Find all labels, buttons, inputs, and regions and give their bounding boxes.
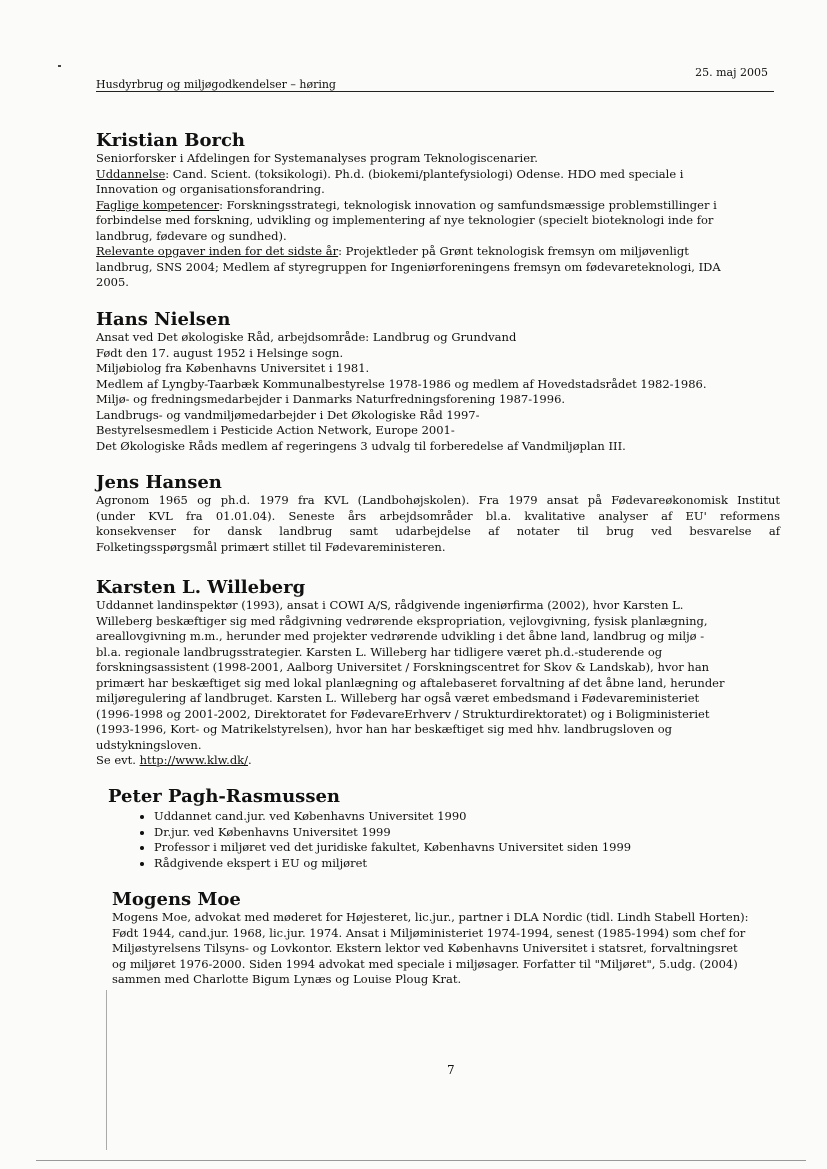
field-label: Relevante opgaver inden for det sidste år [96, 244, 339, 258]
person-name: Peter Pagh-Rasmussen [108, 786, 340, 807]
bio-line: Født 1944, cand.jur. 1968, lic.jur. 1974. Ansat i Miljøministeriet 1974-1994, senest (1985-1994) som chef for [112, 925, 746, 940]
person-name: Hans Nielsen [96, 309, 231, 330]
list-item: • Dr.jur. ved Københavns Universitet 1999 [154, 825, 798, 841]
page-number: 7 [447, 1063, 455, 1077]
bio-karsten-willeberg [96, 578, 786, 769]
bio-line: Medlem af Lyngby-Taarbæk Kommunalbestyrelse 1978-1986 og medlem af Hovedstadsrådet 1982-1986. [96, 376, 707, 391]
bio-line: Miljøbiolog fra Københavns Universitet i 1981. [96, 361, 370, 375]
bio-line: (1993-1996, Kort- og Matrikelstyrelsen), hvor han har beskæftiget sig med hhv. landbrugsloven og [96, 722, 673, 736]
page-header [96, 66, 776, 90]
bio-jens-hansen [96, 473, 780, 555]
bio-line: Ansat ved Det økologiske Råd, arbejdsområde: Landbrug og Grundvand [96, 330, 517, 344]
bio-mogens-moe [112, 890, 802, 988]
bio-line: landbrug, SNS 2004; Medlem af styregruppen for Ingeniørforeningens fremsyn om fødevareteknologi, IDA [96, 259, 721, 274]
bio-line [96, 167, 786, 183]
field-label: Faglige kompetencer [96, 197, 220, 212]
bio-line: Bestyrelsesmedlem i Pesticide Action Network, Europe 2001- [96, 423, 455, 437]
header-title: Husdyrbrug og miljøgodkendelser – høring [96, 78, 336, 91]
header-date: 25. maj 2005 [695, 66, 768, 79]
bio-line: forbindelse med forskning, udvikling og implementering af nye teknologier (specielt bioteknologi inde for [96, 213, 714, 227]
see-also [96, 753, 786, 769]
bio-hans-nielsen [96, 310, 786, 454]
list-item: • Rådgivende ekspert i EU og miljøret [154, 856, 798, 872]
field-text: : Cand. Scient. (toksikologi). Ph.d. (biokemi/plantefysiologi) Odense. HDO med speciale i [165, 166, 684, 181]
bio-line: 2005. [96, 275, 129, 289]
bio-line: udstykningsloven. [96, 737, 202, 752]
bio-line: primært har beskæftiget sig med lokal planlægning og aftalebaseret forvaltning af det åbne land, herunder [96, 675, 725, 690]
website-link[interactable]: http://www.klw.dk/ [139, 753, 249, 767]
person-name: Kristian Borch [96, 130, 246, 151]
bio-line: Det Økologiske Råds medlem af regeringens 3 udvalg til forberedelse af Vandmiljøplan III. [96, 438, 626, 453]
field-text: : Projektleder på Grønt teknologisk fremsyn om miljøvenligt [338, 244, 689, 258]
bio-line: (1996-1998 og 2001-2002, Direktoratet for FødevareErhverv / Strukturdirektoratet) og i Boligministeriet [96, 706, 710, 721]
bio-line: forskningsassistent (1998-2001, Aalborg Universitet / Forskningscentret for Skov & Landskab), hvor han [96, 660, 710, 674]
see-prefix: Se evt. [96, 753, 140, 767]
bio-line: Innovation og organisationsforandring. [96, 182, 325, 196]
bio-line: konsekvenser for dansk landbrug samt udarbejdelse af notater til brug ved besvarelse af [96, 524, 780, 538]
see-suffix: . [248, 753, 252, 767]
bio-peter-pagh-rasmussen [108, 787, 798, 871]
bio-line: Willeberg beskæftiger sig med rådgivning vedrørende ekspropriation, vejlovgivning, fysisk planlægning, [96, 613, 708, 628]
field-text: : Forskningsstrategi, teknologisk innovation og samfundsmæssige problemstillinger i [219, 197, 717, 212]
header-rule [96, 91, 774, 92]
list-item: • Uddannet cand.jur. ved Københavns Universitet 1990 [154, 809, 798, 825]
margin-rule [106, 990, 107, 1150]
bio-line: Miljøstyrelsens Tilsyns- og Lovkontor. Ekstern lektor ved Københavns Universitet i statsret, forvaltningsret [112, 941, 738, 955]
bio-line [96, 244, 786, 260]
scan-speck [58, 65, 61, 67]
bio-line: og miljøret 1976-2000. Siden 1994 advokat med speciale i miljøsager. Forfatter til "Miljøret", 5.udg. (2004) [112, 956, 738, 971]
bio-line: Folketingsspørgsmål primært stillet til Fødevareministeren. [96, 539, 446, 554]
bio-line: (under KVL fra 01.01.04). Seneste års arbejdsområder bl.a. kvalitative analyser af EU' reformens [96, 508, 780, 523]
bio-line: sammen med Charlotte Bigum Lynæs og Louise Ploug Krat. [112, 972, 462, 986]
bio-line: Miljø- og fredningsmedarbejder i Danmarks Naturfredningsforening 1987-1996. [96, 392, 566, 406]
person-name: Jens Hansen [96, 472, 222, 493]
bio-line: Født den 17. august 1952 i Helsinge sogn. [96, 345, 344, 360]
bio-kristian-borch [96, 131, 786, 291]
bio-line: Agronom 1965 og ph.d. 1979 fra KVL (Landbohøjskolen). Fra 1979 ansat på Fødevareøkonomisk Institut [96, 493, 780, 507]
bio-line: Landbrugs- og vandmiljømedarbejder i Det Økologiske Råd 1997- [96, 407, 480, 422]
bottom-rule [36, 1160, 806, 1161]
bio-line: Seniorforsker i Afdelingen for Systemanalyses program Teknologiscenarier. [96, 151, 538, 165]
bio-line: bl.a. regionale landbrugsstrategier. Karsten L. Willeberg har tidligere været ph.d.-studerende og [96, 644, 663, 659]
bio-line: Uddannet landinspektør (1993), ansat i COWI A/S, rådgivende ingeniørfirma (2002), hvor Karsten L. [96, 598, 684, 612]
bio-line: landbrug, fødevare og sundhed). [96, 228, 287, 243]
person-name: Karsten L. Willeberg [96, 577, 306, 598]
person-name: Mogens Moe [112, 889, 241, 910]
bio-line: miljøregulering af landbruget. Karsten L. Willeberg har også været embedsmand i Fødevareministeriet [96, 691, 700, 705]
bio-line [96, 198, 786, 214]
field-label: Uddannelse [96, 166, 166, 181]
bio-line: areallovgivning m.m., herunder med projekter vedrørende udvikling i det åbne land, landbrug og miljø - [96, 629, 705, 643]
bio-line: Mogens Moe, advokat med møderet for Højesteret, lic.jur., partner i DLA Nordic (tidl. Lindh Stabell Horten): [112, 910, 749, 924]
list-item: • Professor i miljøret ved det juridiske fakultet, Københavns Universitet siden 1999 [154, 840, 798, 856]
bullet-list [108, 809, 798, 871]
